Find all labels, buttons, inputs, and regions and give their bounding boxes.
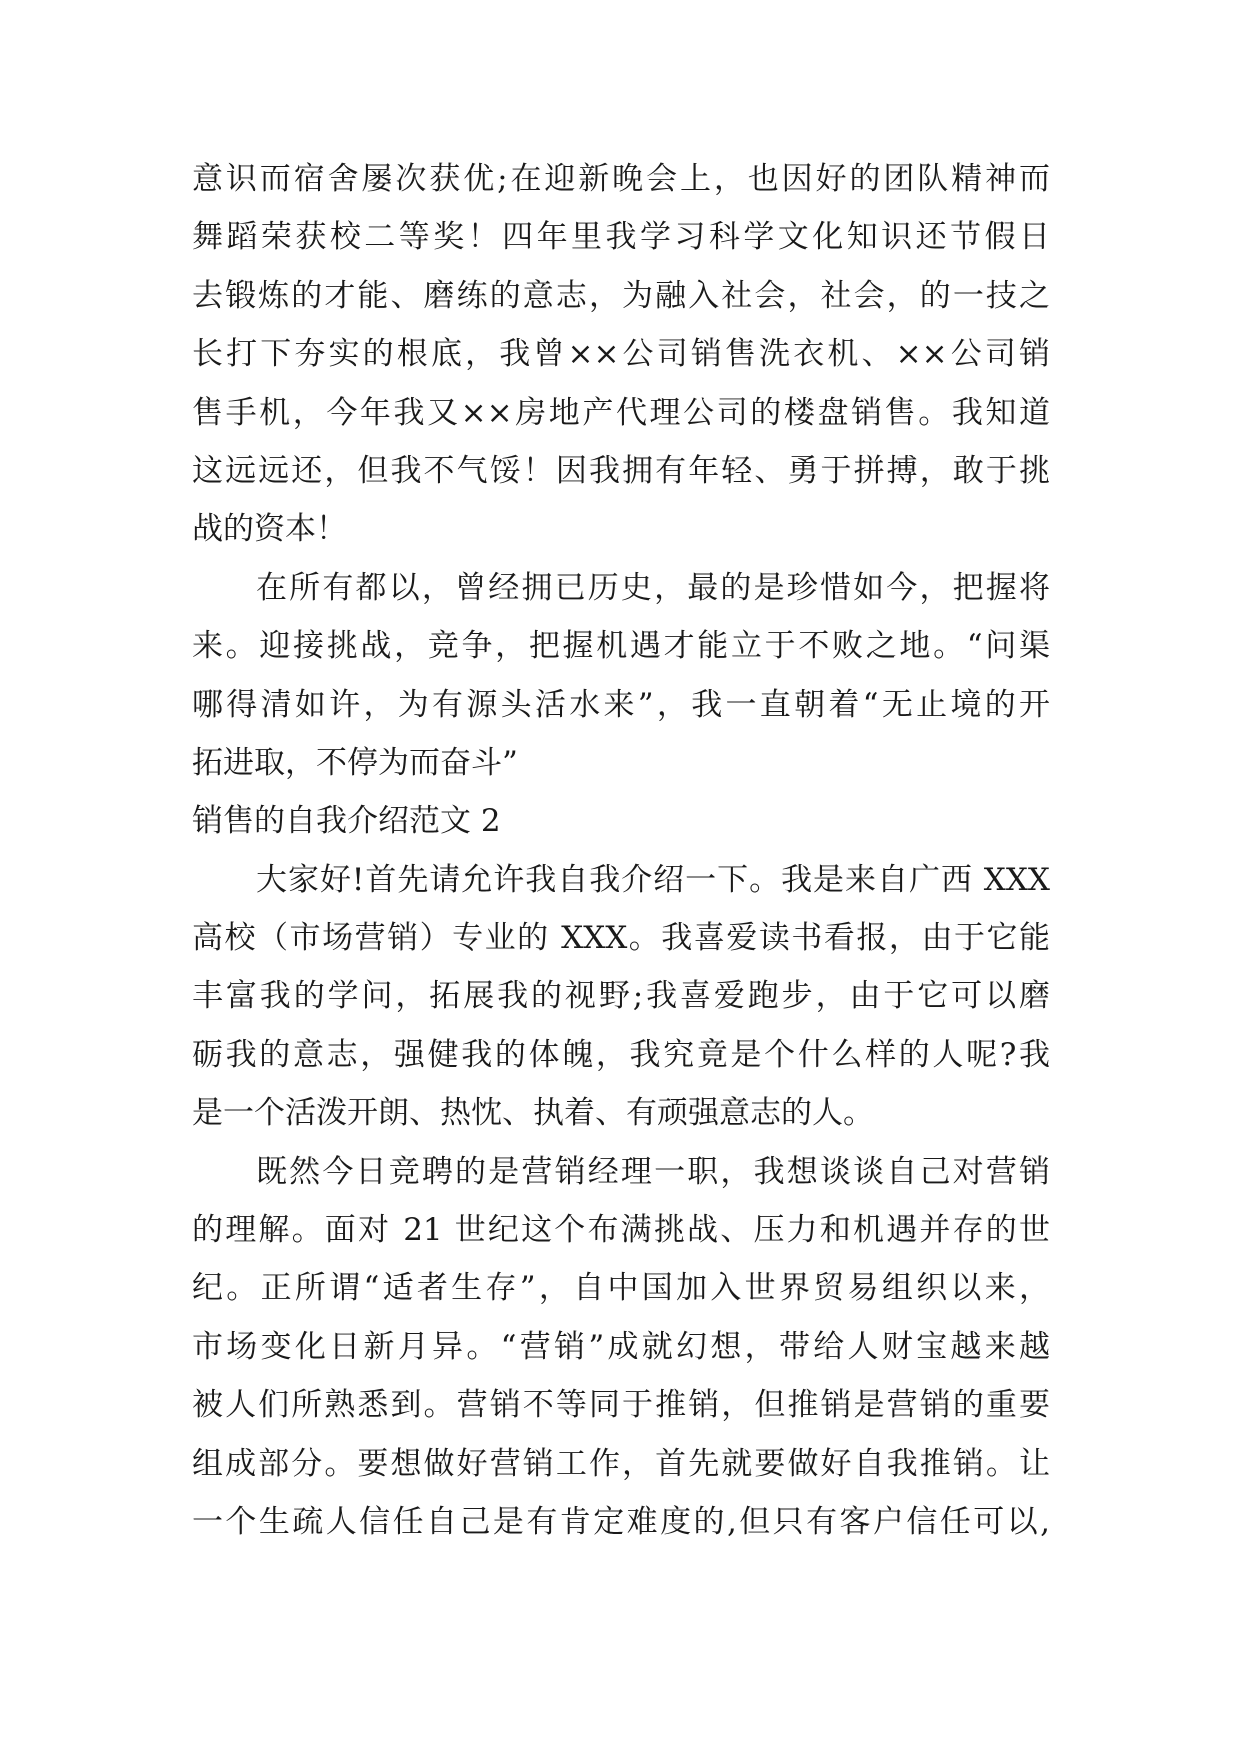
paragraph-line: 拓进取，不停为而奋斗” — [192, 744, 518, 781]
paragraph-line: 既然今日竞聘的是营销经理一职，我想谈谈自己对营销 — [256, 1153, 1050, 1190]
paragraph-line: 长打下夯实的根底，我曾××公司销售洗衣机、××公司销 — [192, 336, 1050, 373]
paragraph-line: 意识而宿舍屡次获优;在迎新晚会上，也因好的团队精神而 — [192, 161, 1050, 197]
paragraph-line: 是一个活泼开朗、热忱、执着、有顽强意志的人。 — [192, 1095, 874, 1132]
paragraph-line: 来。迎接挑战，竞争，把握机遇才能立于不败之地。“问渠 — [192, 628, 1050, 665]
paragraph-line: 哪得清如许，为有源头活水来”，我一直朝着“无止境的开 — [192, 686, 1050, 723]
paragraph-line: 去锻炼的才能、磨练的意志，为融入社会，社会，的一技之 — [192, 277, 1050, 314]
paragraph-line: 纪。正所谓“适者生存”，自中国加入世界贸易组织以来， — [192, 1270, 1050, 1307]
paragraph-3 — [192, 851, 1050, 1143]
paragraph-line: 市场变化日新月异。“营销”成就幻想，带给人财宝越来越 — [192, 1328, 1050, 1365]
paragraph-line: 售手机，今年我又××房地产代理公司的楼盘销售。我知道 — [192, 394, 1050, 431]
paragraph-line: 舞蹈荣获校二等奖！四年里我学习科学文化知识还节假日 — [192, 219, 1050, 256]
paragraph-line: 的理解。面对 21 世纪这个布满挑战、压力和机遇并存的世 — [192, 1212, 1050, 1249]
paragraph-line: 在所有都以，曾经拥已历史，最的是珍惜如今，把握将 — [256, 569, 1050, 606]
section-title: 销售的自我介绍范文 2 — [192, 803, 501, 840]
paragraph-1 — [192, 150, 1050, 559]
paragraph-line: 高校（市场营销）专业的 XXX。我喜爱读书看报，由于它能 — [192, 920, 1050, 957]
paragraph-4 — [192, 1143, 1050, 1552]
paragraph-line: 战的资本！ — [192, 511, 347, 548]
paragraph-line: 被人们所熟悉到。营销不等同于推销，但推销是营销的重要 — [192, 1387, 1050, 1424]
paragraph-line: 这远远还，但我不气馁！因我拥有年轻、勇于拼搏，敢于挑 — [192, 452, 1050, 489]
paragraph-line: 一个生疏人信任自己是有肯定难度的,但只有客户信任可以, — [192, 1503, 1050, 1540]
paragraph-line: 大家好!首先请允许我自我介绍一下。我是来自广西 XXX — [256, 861, 1050, 898]
paragraph-line: 组成部分。要想做好营销工作，首先就要做好自我推销。让 — [192, 1445, 1050, 1482]
paragraph-2 — [192, 559, 1050, 793]
document-body — [192, 150, 1050, 1551]
paragraph-line: 砺我的意志，强健我的体魄，我究竟是个什么样的人呢?我 — [192, 1036, 1050, 1073]
paragraph-line: 丰富我的学问，拓展我的视野;我喜爱跑步，由于它可以磨 — [192, 978, 1050, 1015]
